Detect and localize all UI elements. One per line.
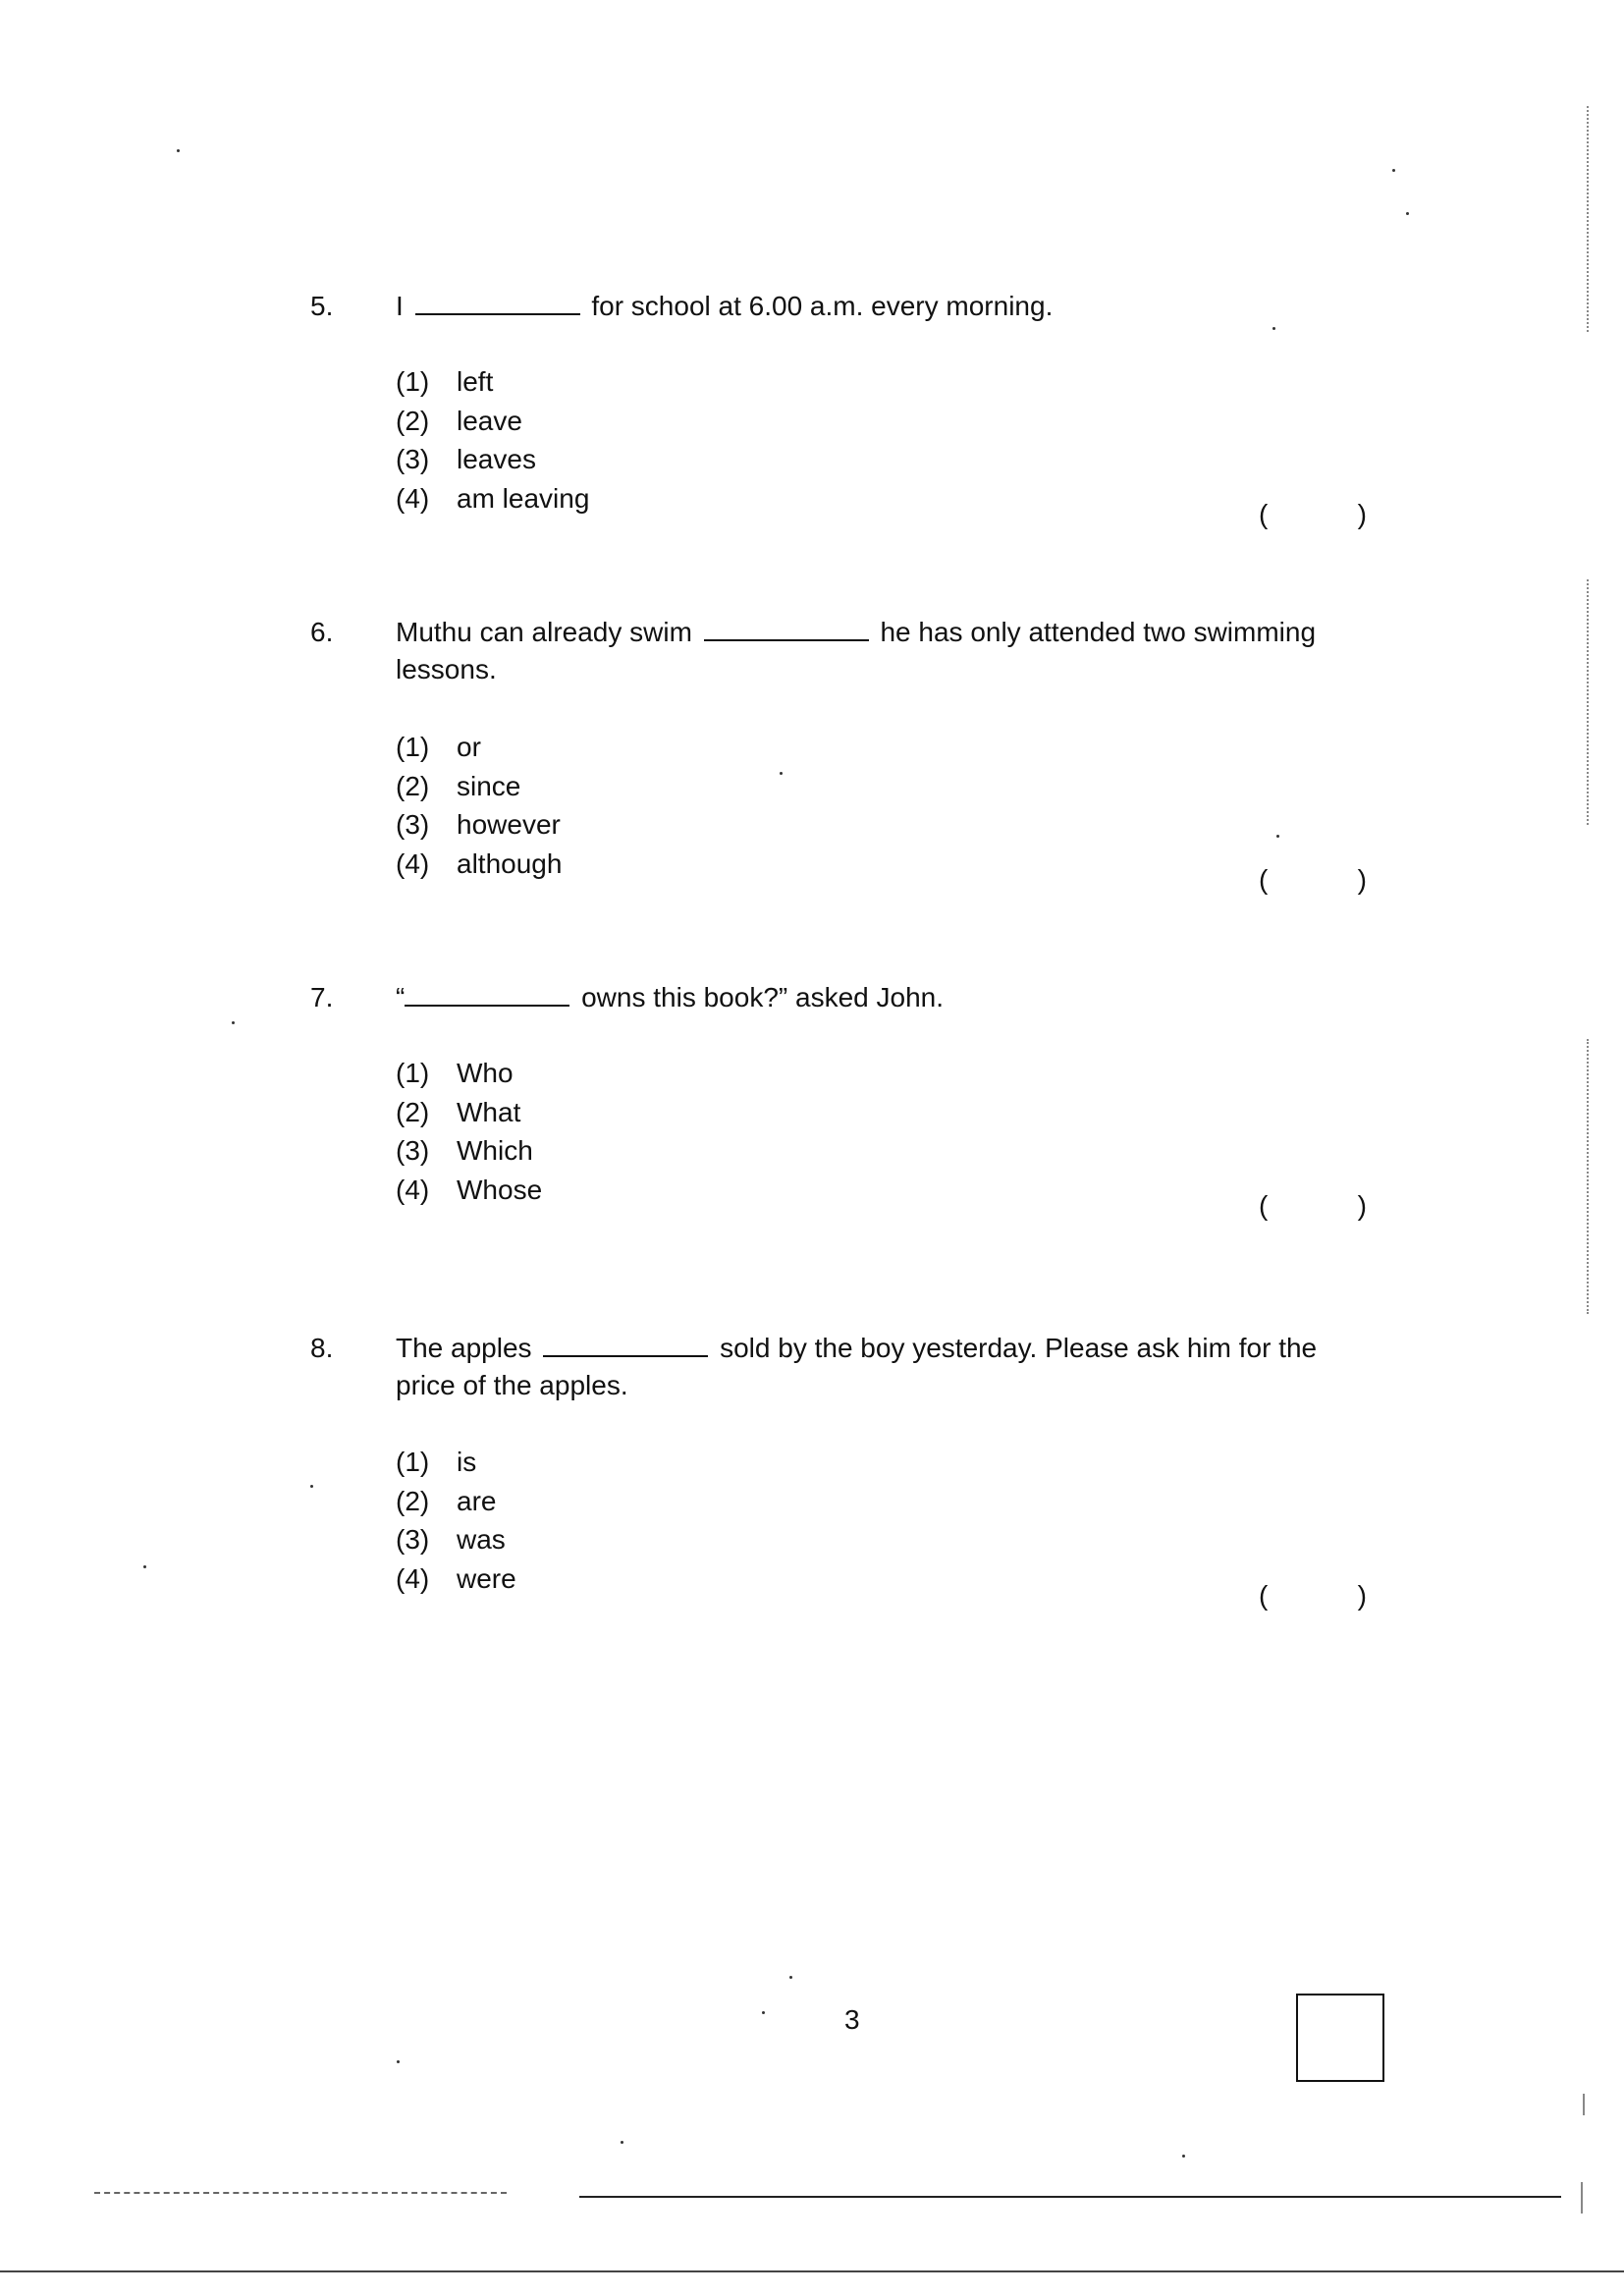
answer-blank	[704, 616, 869, 641]
option-4	[396, 479, 589, 519]
stem-after: sold by the boy yesterday. Please ask him for the price of the apples.	[396, 1333, 1318, 1400]
bracket-close: )	[1357, 1190, 1367, 1221]
scan-speck	[1272, 327, 1275, 330]
question-stem	[396, 614, 1358, 688]
option-2	[396, 1093, 542, 1132]
option-2	[396, 402, 589, 441]
option-list	[396, 1443, 516, 1598]
option-list	[396, 362, 589, 518]
option-number: (4)	[396, 1174, 430, 1205]
option-list	[396, 728, 562, 883]
stem-before: “	[396, 982, 406, 1012]
option-1	[396, 1054, 542, 1093]
option-3	[396, 805, 562, 845]
option-text: are	[457, 1485, 497, 1516]
option-3	[396, 440, 589, 479]
question-number: 7.	[310, 982, 334, 1012]
option-number: (2)	[396, 1485, 430, 1516]
option-1	[396, 728, 562, 767]
stem-before: Muthu can already swim	[396, 617, 692, 647]
option-text: or	[457, 732, 481, 762]
answer-blank	[415, 290, 580, 315]
scan-speck	[621, 2141, 623, 2144]
option-text: however	[457, 809, 561, 840]
option-text: leave	[457, 405, 522, 436]
question-number: 6.	[310, 617, 334, 647]
scan-speck	[789, 1976, 792, 1979]
option-2	[396, 1482, 516, 1521]
question-stem	[396, 1330, 1358, 1404]
option-number: (2)	[396, 405, 430, 436]
answer-bracket[interactable]	[1259, 496, 1367, 533]
option-1	[396, 362, 589, 402]
option-number: (3)	[396, 1135, 430, 1166]
option-number: (1)	[396, 366, 430, 397]
scan-speck	[397, 2060, 400, 2063]
option-text: Whose	[457, 1174, 543, 1205]
bracket-close: )	[1357, 864, 1367, 895]
option-text: were	[457, 1562, 516, 1594]
option-text: is	[457, 1447, 477, 1477]
option-number: (1)	[396, 1058, 430, 1088]
stem-before: I	[396, 291, 404, 321]
option-text: Who	[457, 1058, 514, 1088]
scan-speck	[762, 2011, 765, 2014]
answer-blank	[543, 1332, 708, 1357]
option-text: leaves	[457, 444, 536, 474]
option-number: (3)	[396, 444, 430, 474]
option-text: Which	[457, 1135, 533, 1166]
bracket-close: )	[1357, 1580, 1367, 1611]
option-1	[396, 1443, 516, 1482]
margin-mark	[1581, 2182, 1583, 2214]
scan-speck	[310, 1485, 313, 1488]
footer-rule	[579, 2196, 1561, 2198]
option-text: What	[457, 1096, 521, 1127]
scan-speck	[177, 149, 180, 152]
scan-speck	[143, 1565, 146, 1568]
bracket-close: )	[1357, 499, 1367, 529]
margin-mark	[1587, 1039, 1589, 1314]
option-list	[396, 1054, 542, 1209]
option-number: (4)	[396, 1562, 430, 1594]
option-2	[396, 767, 562, 806]
option-number: (4)	[396, 847, 430, 879]
option-text: am leaving	[457, 482, 590, 514]
stem-after: owns this book?” asked John.	[581, 982, 944, 1012]
option-number: (4)	[396, 482, 430, 514]
bracket-open: (	[1259, 864, 1269, 895]
page-bottom-rule	[0, 2270, 1624, 2272]
bracket-open: (	[1259, 1580, 1269, 1611]
answer-bracket[interactable]	[1259, 1187, 1367, 1225]
answer-bracket[interactable]	[1259, 1577, 1367, 1614]
option-4	[396, 1171, 542, 1210]
scan-speck	[1276, 835, 1279, 838]
scan-speck	[1406, 212, 1409, 215]
bracket-open: (	[1259, 499, 1269, 529]
option-4	[396, 845, 562, 884]
scan-speck	[780, 772, 783, 775]
option-text: left	[457, 366, 494, 397]
bracket-open: (	[1259, 1190, 1269, 1221]
option-text: since	[457, 770, 521, 801]
option-number: (1)	[396, 1447, 430, 1477]
answer-blank	[405, 981, 569, 1007]
option-number: (1)	[396, 732, 430, 762]
stem-after: for school at 6.00 a.m. every morning.	[591, 291, 1054, 321]
option-number: (2)	[396, 1096, 430, 1127]
question-stem	[396, 979, 1358, 1016]
scan-speck	[1182, 2155, 1185, 2158]
answer-bracket[interactable]	[1259, 861, 1367, 899]
scan-speck	[232, 1021, 235, 1024]
option-text: although	[457, 847, 563, 879]
option-3	[396, 1520, 516, 1559]
question-stem	[396, 288, 1358, 325]
option-number: (2)	[396, 770, 430, 801]
scan-speck	[1392, 169, 1395, 172]
stem-before: The apples	[396, 1333, 532, 1363]
question-number: 8.	[310, 1333, 334, 1363]
option-text: was	[457, 1524, 506, 1555]
option-number: (3)	[396, 1524, 430, 1555]
footer-rule-dashed	[94, 2192, 507, 2194]
score-box[interactable]	[1296, 1994, 1384, 2082]
margin-mark	[1587, 579, 1589, 825]
margin-mark	[1583, 2094, 1585, 2115]
option-3	[396, 1131, 542, 1171]
margin-mark	[1587, 106, 1589, 332]
page-number: 3	[844, 2004, 860, 2035]
option-4	[396, 1559, 516, 1599]
stem-after: he has only attended two swimming lessons.	[396, 617, 1317, 684]
question-number: 5.	[310, 291, 334, 321]
option-number: (3)	[396, 809, 430, 840]
